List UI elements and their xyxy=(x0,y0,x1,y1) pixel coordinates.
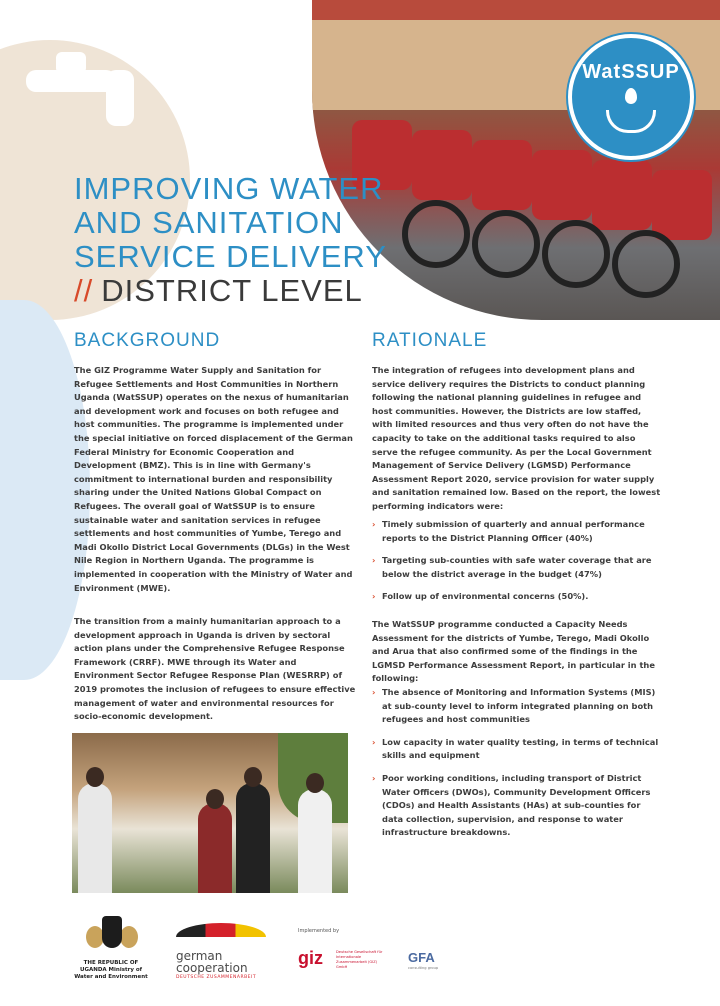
giz-logo-subtitle: Deutsche Gesellschaft für Internationale Zusammenarbeit (GIZ) GmbH xyxy=(336,950,383,969)
page-title xyxy=(74,172,387,308)
uganda-ministry-caption: THE REPUBLIC OF UGANDA Ministry of Water and Environment xyxy=(74,960,148,980)
list-item: › The absence of Monitoring and Information Systems (MIS) at sub-county level to inform integrated planning on both refugees and host communities xyxy=(372,687,656,725)
watssup-logo xyxy=(568,34,694,160)
hand-icon xyxy=(606,110,656,133)
bullet-marker: › xyxy=(372,772,376,783)
list-item: › Poor working conditions, including transport of District Water Officers (DWOs), Community Development Officers (CDOs) and Health Assistants (HAs) at sub-counties for data collection, supervision, and response to water infrastructure breakdowns. xyxy=(372,772,651,838)
subtitle-text: DISTRICT LEVEL xyxy=(101,273,363,308)
background-paragraph-1: The GIZ Programme Water Supply and Sanitation for Refugee Settlements and Host Communities in Northern Uganda (WatSSUP) operates on the nexus of humanitarian and development work and focuses on both refugee and host communities. The programme is implemented under the special initiative on forced displacement of the German Federal Ministry for Economic Cooperation and Development (BMZ). This is in line with Germany's commitment to international burden and responsibility sharing under the United Nations Global Compact on Refugees. The overall goal of WatSSUP is to ensure sustainable water and sanitation services in refugee settlements and host communities of Yumbe, Terego and Madi Okollo District Local Governments (DLGs) in the West Nile Region in Northern Uganda. The programme is implemented in cooperation with the Ministry of Water and Environment (MWE). xyxy=(74,365,353,593)
list-item: › Targeting sub-counties with safe water coverage that are below the district average in the budget (47%) xyxy=(372,555,652,579)
meeting-photo xyxy=(72,733,348,893)
list-item: › Follow up of environmental concerns (50%). xyxy=(372,590,662,604)
gfa-logo-subtitle: consulting group xyxy=(408,966,439,970)
title-line-1: IMPROVING WATER xyxy=(74,171,384,206)
bullet-marker: › xyxy=(372,591,376,602)
gfa-logo: GFA xyxy=(408,950,435,965)
rationale-heading: RATIONALE xyxy=(372,330,488,351)
german-cooperation-subtitle: DEUTSCHE ZUSAMMENARBEIT xyxy=(176,975,257,980)
findings-list xyxy=(372,686,662,849)
water-tap-icon xyxy=(6,52,156,142)
logo-text: WatSSUP xyxy=(582,61,680,83)
background-paragraph-2: The transition from a mainly humanitarian approach to a development approach in Uganda is driven by sectoral action plans under the Comprehensive Refugee Response Framework (CRRF). MWE through its Water and Environment Sector Refugee Response Plan (WESRRP) of 2019 promotes the inclusion of refugees to ensure effective management of water and environmental resources for socio-economic development. xyxy=(74,616,356,722)
bullet-marker: › xyxy=(372,687,376,697)
rationale-paragraph-1: The integration of refugees into development plans and service delivery requires the Districts to conduct planning following the national planning guidelines in refugee and host communities. However, the Districts are low staffed, with limited resources and thus very often do not have the capacity to take on the additional tasks required to also serve the refugee community. As per the Local Government Management of Service Delivery (LGMSD) Performance Assessment Report 2020, service provision for water supply and sanitation remained low. Based on the report, the lowest performing indicators were: xyxy=(372,365,661,511)
german-flag-swoosh-icon xyxy=(176,923,266,937)
implemented-by-label: Implemented by xyxy=(298,928,340,934)
list-item: › Low capacity in water quality testing, in terms of technical skills and equipment xyxy=(372,736,659,761)
background-heading: BACKGROUND xyxy=(74,330,221,351)
title-line-2: AND SANITATION xyxy=(74,205,344,240)
german-cooperation-logo: german cooperation xyxy=(176,949,248,975)
rationale-paragraph-2: The WatSSUP programme conducted a Capacity Needs Assessment for the districts of Yumbe, Terego, Madi Okollo and Arua that also confirmed some of the findings in the LGMSD Performance Assessment Report, in particular in the following: xyxy=(372,619,655,684)
water-drop-icon xyxy=(625,88,637,104)
bullet-marker: › xyxy=(372,519,376,529)
page-subtitle xyxy=(74,274,387,308)
uganda-coat-of-arms-icon xyxy=(84,912,140,956)
indicator-list xyxy=(372,518,662,613)
subtitle-prefix: // xyxy=(74,273,94,308)
bullet-marker: › xyxy=(372,736,376,747)
bullet-marker: › xyxy=(372,555,376,566)
list-item: › Timely submission of quarterly and annual performance reports to the District Planning Officer (40%) xyxy=(372,519,645,543)
title-line-3: SERVICE DELIVERY xyxy=(74,239,387,274)
giz-logo: giz xyxy=(298,948,323,968)
